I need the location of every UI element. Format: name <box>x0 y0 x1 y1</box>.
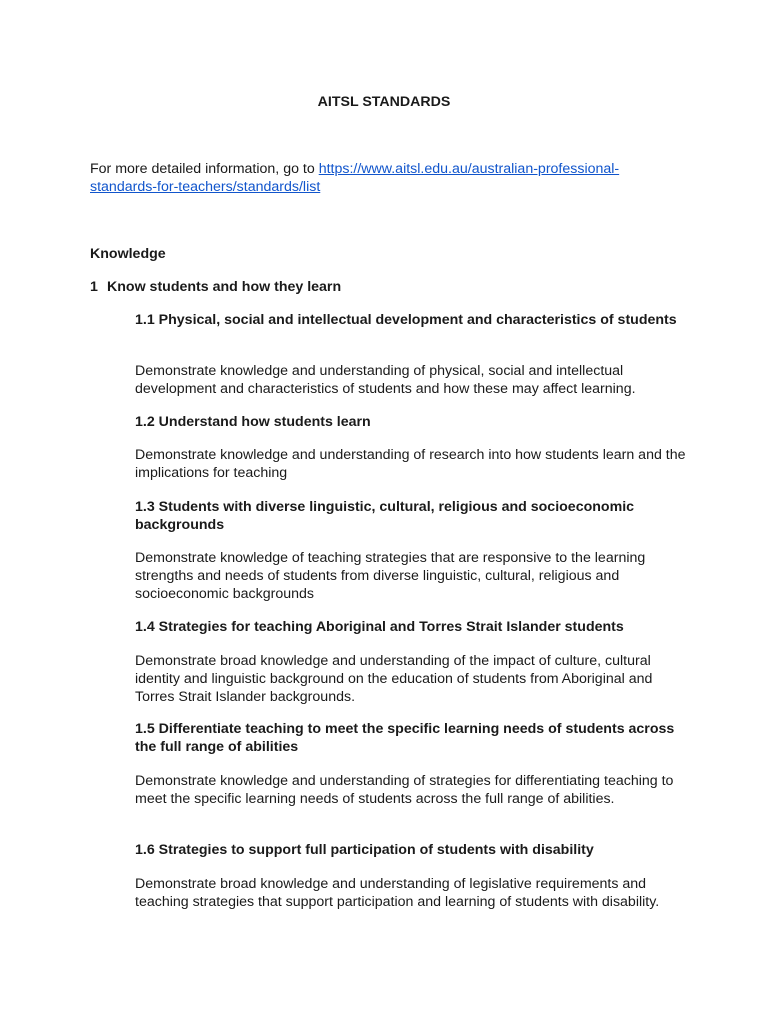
focus-area-description: Demonstrate broad knowledge and understanding of legislative requirements and teaching strategies that support participation and learning of students with disability. <box>135 876 660 910</box>
focus-area-heading: 1.2 Understand how students learn <box>135 414 371 430</box>
aitsl-standards-link[interactable]: https://www.aitsl.edu.au/australian-professional-standards-for-teachers/standards/list <box>90 161 620 195</box>
intro-paragraph <box>90 160 680 196</box>
domain-heading: Knowledge <box>90 246 166 262</box>
focus-area-heading: 1.5 Differentiate teaching to meet the specific learning needs of students across the full range of abilities <box>135 721 675 755</box>
focus-area-heading: 1.3 Students with diverse linguistic, cultural, religious and socioeconomic backgrounds <box>135 499 635 533</box>
focus-area-description: Demonstrate broad knowledge and understanding of the impact of culture, cultural identity and linguistic background on the education of students from Aboriginal and Torres Strait Islander backgrounds. <box>135 653 653 705</box>
intro-text: For more detailed information, go to <box>90 161 319 177</box>
focus-area-description: Demonstrate knowledge and understanding of strategies for differentiating teaching to meet the specific learning needs of students across the full range of abilities. <box>135 773 674 807</box>
focus-area-heading: 1.6 Strategies to support full participation of students with disability <box>135 842 594 858</box>
standard-title: Know students and how they learn <box>107 279 342 295</box>
focus-area-heading: 1.4 Strategies for teaching Aboriginal and Torres Strait Islander students <box>135 619 624 635</box>
focus-area-description: Demonstrate knowledge and understanding of physical, social and intellectual development and characteristics of students and how these may affect learning. <box>135 363 636 397</box>
focus-area-description: Demonstrate knowledge and understanding of research into how students learn and the implications for teaching <box>135 447 686 481</box>
focus-area-heading: 1.1 Physical, social and intellectual development and characteristics of students <box>135 312 677 328</box>
standard-number: 1 <box>90 279 98 295</box>
document-title: AITSL STANDARDS <box>317 94 451 110</box>
focus-area-description: Demonstrate knowledge of teaching strategies that are responsive to the learning strengths and needs of students from diverse linguistic, cultural, religious and socioeconomic backgrounds <box>135 550 646 602</box>
standard-heading <box>90 278 341 296</box>
